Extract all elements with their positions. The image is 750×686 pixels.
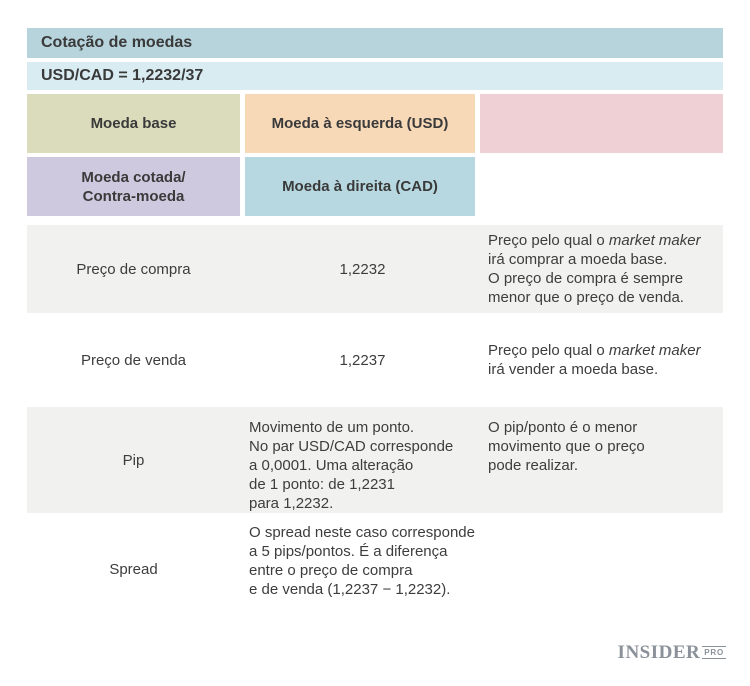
legend-box-moeda-cotada — [27, 157, 240, 216]
legend-box-moeda-base — [27, 94, 240, 153]
currency-quote: USD/CAD = 1,2232/37 — [41, 67, 204, 84]
table-row-preco-compra — [27, 225, 723, 313]
table-row-spread — [27, 513, 723, 625]
page-title: Cotação de moedas — [41, 34, 193, 51]
legend-label-moeda-esquerda: Moeda à esquerda (USD) — [271, 115, 449, 132]
row-desc-preco-compra — [480, 225, 723, 313]
brand-logo-wordmark: INSIDER — [617, 642, 701, 663]
row-label-spread: Spread — [109, 560, 158, 578]
row-value-spread: O spread neste caso corresponde a 5 pips/pontos. É a diferença entre o preço de compra e de venda (1,2237 − 1,2232). — [249, 524, 475, 598]
title-bar — [27, 28, 723, 58]
row-label-pip: Pip — [122, 451, 145, 469]
row-value-pip: Movimento de um ponto. No par USD/CAD corresponde a 0,0001. Uma alteração de 1 ponto: de 1,2231 para 1,2232. — [249, 419, 454, 512]
brand-logo-pro-badge: PRO — [704, 648, 724, 657]
legend-box-pink-empty — [480, 94, 723, 153]
legend-box-moeda-direita — [245, 157, 475, 216]
row-label-preco-venda: Preço de venda — [80, 351, 187, 369]
row-desc-text: Preço pelo qual o market maker irá comprar a moeda base. O preço de compra é sempre menor que o preço de venda. — [488, 232, 701, 306]
row-label-preco-compra: Preço de compra — [76, 260, 191, 278]
row-value-preco-venda: 1,2237 — [339, 351, 386, 369]
legend-label-moeda-direita: Moeda à direita (CAD) — [282, 178, 438, 195]
row-desc-preco-venda — [480, 313, 723, 407]
table-row-preco-venda — [27, 313, 723, 407]
legend-box-moeda-esquerda — [245, 94, 475, 153]
quote-bar — [27, 62, 723, 90]
legend-label-moeda-base: Moeda base — [90, 115, 177, 132]
brand-logo — [617, 642, 726, 663]
legend-label-moeda-cotada: Moeda cotada/ Contra-moeda — [81, 168, 186, 205]
row-desc-text: Preço pelo qual o market maker irá vender a moeda base. — [488, 342, 701, 378]
table-row-pip — [27, 407, 723, 513]
row-desc-pip: O pip/ponto é o menor movimento que o preço pode realizar. — [488, 419, 645, 474]
row-value-preco-compra: 1,2232 — [339, 260, 386, 278]
